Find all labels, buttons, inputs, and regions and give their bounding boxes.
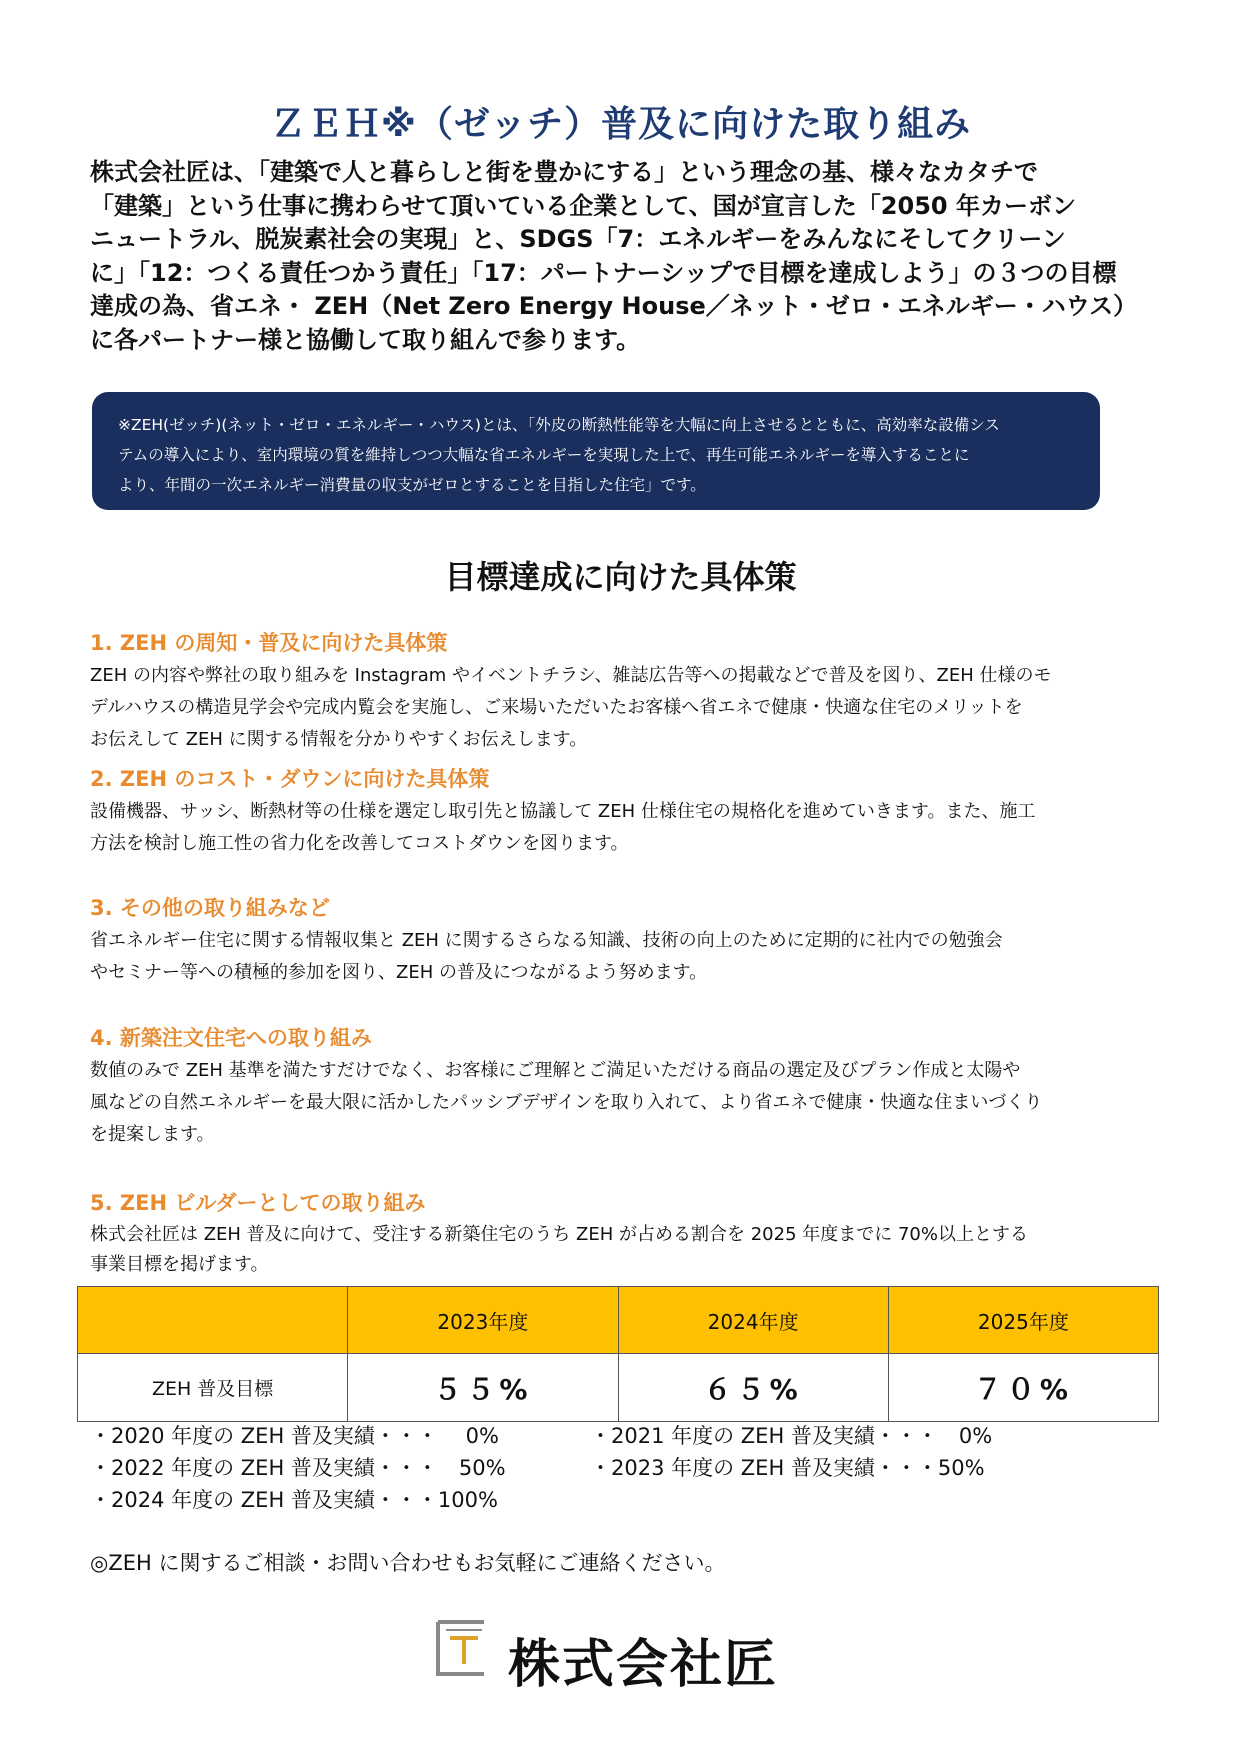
section-heading: 5. ZEH ビルダーとしての取り組み [90, 1191, 426, 1215]
results-row [90, 1452, 1150, 1484]
result-item: ・2021 年度の ZEH 普及実績・・・ 0% [590, 1424, 993, 1448]
measure-section-4 [90, 1023, 1150, 1151]
result-item: ・2020 年度の ZEH 普及実績・・・ 0% [90, 1424, 499, 1448]
company-logo [432, 1618, 812, 1698]
note-line: ※ZEH(ゼッチ)(ネット・ゼロ・エネルギー・ハウス)とは、「外皮の断熱性能等を大幅に向上させるとともに、高効率な設備シス [118, 416, 1000, 434]
table-cell: ５５% [348, 1354, 618, 1422]
intro-line: 株式会社匠は、「建築で人と暮らしと街を豊かにする」という理念の基、様々なカタチで [90, 158, 1038, 186]
section-body [90, 1055, 1150, 1151]
section-body [90, 1220, 1150, 1280]
section-heading: 3. その他の取り組みなど [90, 896, 330, 920]
contact-note: ◎ZEH に関するご相談・お問い合わせもお気軽にご連絡ください。 [90, 1551, 726, 1575]
table-header-cell: 2023年度 [348, 1287, 618, 1354]
body-line: やセミナー等への積極的参加を図り、ZEH の普及につながるよう努めます。 [90, 962, 708, 983]
section-body [90, 796, 1150, 860]
body-line: 事業目標を掲げます。 [90, 1254, 269, 1275]
body-line: 方法を検討し施工性の省力化を改善してコストダウンを図ります。 [90, 833, 629, 854]
body-line: 風などの自然エネルギーを最大限に活かしたパッシブデザインを取り入れて、より省エネで健康・快適な住まいづくり [90, 1092, 1043, 1113]
results-row [90, 1420, 1150, 1452]
measure-section-1 [90, 628, 1150, 756]
body-line: 数値のみで ZEH 基準を満たすだけでなく、お客様にご理解とご満足いただける商品の選定及びプラン作成と太陽や [90, 1060, 1021, 1081]
body-line: 省エネルギー住宅に関する情報収集と ZEH に関するさらなる知識、技術の向上のために定期的に社内での勉強会 [90, 930, 1003, 951]
zeh-results-list [90, 1420, 1150, 1516]
body-line: ZEH の内容や弊社の取り組みを Instagram やイベントチラシ、雑誌広告等への掲載などで普及を図り、ZEH 仕様のモ [90, 665, 1052, 686]
intro-line: に」「12：つくる責任つかう責任」「17：パートナーシップで目標を達成しよう」の３つの目標 [90, 258, 1117, 287]
intro-line: ニュートラル、脱炭素社会の実現」と、SDGS「7：エネルギーをみんなにそしてクリーン [90, 225, 1066, 253]
table-cell: ６５% [618, 1354, 888, 1422]
section-body [90, 925, 1150, 989]
table-row [78, 1354, 1159, 1422]
intro-line: 「建築」という仕事に携わらせて頂いている企業として、国が宣言した「2050 年カーボン [90, 191, 1076, 220]
section-heading: 1. ZEH の周知・普及に向けた具体策 [90, 631, 448, 655]
intro-line: 達成の為、省エネ・ ZEH（Net Zero Energy House／ネット・ゼロ・エネルギー・ハウス） [90, 292, 1138, 320]
company-name: 株式会社匠 [508, 1635, 779, 1695]
results-row [90, 1484, 1150, 1516]
takumi-logo-icon [432, 1618, 492, 1680]
table-row-label: ZEH 普及目標 [78, 1354, 348, 1422]
note-line: より、年間の一次エネルギー消費量の収支がゼロとすることを目指した住宅」です。 [118, 476, 706, 494]
table-header-cell: 2025年度 [888, 1287, 1158, 1354]
table-cell: ７０% [888, 1354, 1158, 1422]
zeh-target-table [77, 1286, 1159, 1422]
section-body [90, 660, 1150, 756]
result-item: ・2023 年度の ZEH 普及実績・・・50% [590, 1456, 985, 1480]
section-heading: 4. 新築注文住宅への取り組み [90, 1026, 372, 1050]
body-line: 株式会社匠は ZEH 普及に向けて、受注する新築住宅のうち ZEH が占める割合を 2025 年度までに 70%以上とする [90, 1224, 1028, 1245]
table-header-row [78, 1287, 1159, 1354]
section-heading: 2. ZEH のコスト・ダウンに向けた具体策 [90, 767, 490, 791]
measure-section-2 [90, 764, 1150, 860]
section-title: 目標達成に向けた具体策 [444, 558, 797, 596]
intro-line: に各パートナー様と協働して取り組んで参ります。 [90, 325, 641, 354]
table-header-cell: 2024年度 [618, 1287, 888, 1354]
body-line: デルハウスの構造見学会や完成内覧会を実施し、ご来場いただいたお客様へ省エネで健康・快適な住宅のメリットを [90, 697, 1023, 718]
measure-section-5 [90, 1188, 1150, 1280]
result-item: ・2024 年度の ZEH 普及実績・・・100% [90, 1488, 498, 1512]
note-line: テムの導入により、室内環境の質を維持しつつ大幅な省エネルギーを実現した上で、再生可能エネルギーを導入することに [118, 446, 970, 464]
page-title: ＺＥＨ※（ゼッチ）普及に向けた取り組み [269, 104, 972, 145]
body-line: 設備機器、サッシ、断熱材等の仕様を選定し取引先と協議して ZEH 仕様住宅の規格化を進めていきます。また、施工 [90, 801, 1036, 822]
result-item: ・2022 年度の ZEH 普及実績・・・ 50% [90, 1456, 506, 1480]
zeh-definition-note [92, 392, 1100, 510]
table-header-cell [78, 1287, 348, 1354]
intro-paragraph [90, 156, 1150, 357]
measure-section-3 [90, 893, 1150, 989]
body-line: を提案します。 [90, 1124, 215, 1145]
body-line: お伝えして ZEH に関する情報を分かりやすくお伝えします。 [90, 729, 588, 750]
